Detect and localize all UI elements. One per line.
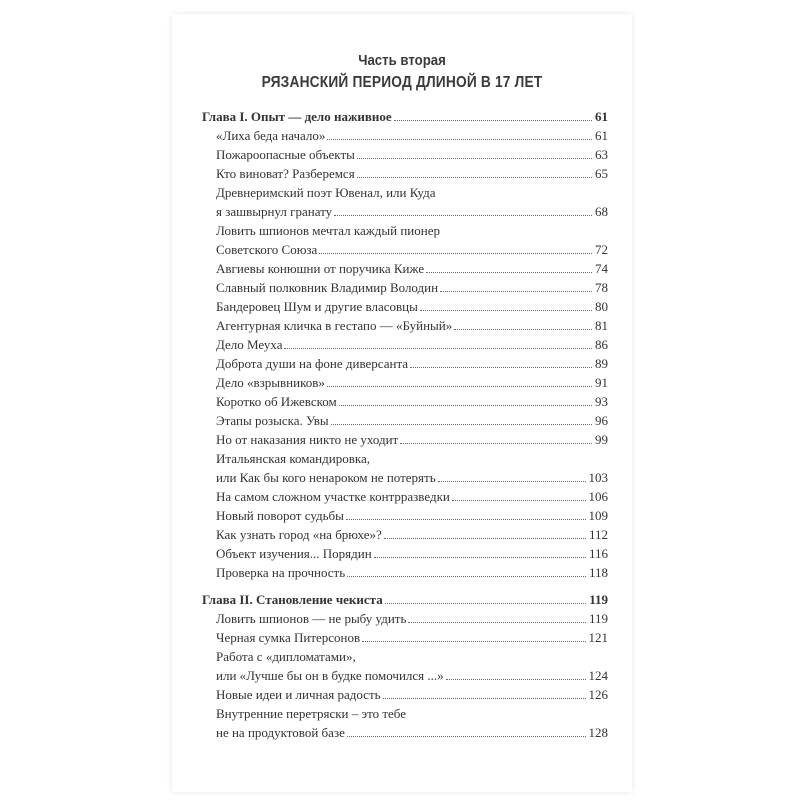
- page-number: 121: [588, 630, 608, 645]
- dot-leader: [347, 576, 586, 577]
- toc-entry-row: [202, 627, 608, 646]
- dot-leader: [426, 272, 592, 273]
- dot-leader: [385, 603, 586, 604]
- entry-title: Работа с «дипломатами»,: [216, 649, 356, 664]
- page-number: 74: [595, 261, 608, 276]
- toc-entry-row: [202, 372, 608, 391]
- toc-entry-row: [202, 505, 608, 524]
- page-number: 96: [595, 413, 608, 428]
- toc-entry-row: [202, 410, 608, 429]
- entry-title: Новый поворот судьбы: [216, 508, 344, 523]
- toc-entry-row: [202, 182, 608, 201]
- toc-chapter-row: [202, 589, 608, 608]
- toc-chapter-row: [202, 106, 608, 125]
- page-number: 99: [595, 432, 608, 447]
- entry-title: Славный полковник Владимир Володин: [216, 280, 439, 295]
- page-number: 103: [588, 470, 608, 485]
- toc-entry-row: [202, 486, 608, 505]
- toc-entry-row: [202, 201, 608, 220]
- toc-entry-row: [202, 448, 608, 467]
- dot-leader: [420, 310, 592, 311]
- entry-title: Новые идеи и личная радость: [216, 687, 381, 702]
- entry-title: Коротко об Ижевском: [216, 394, 337, 409]
- dot-leader: [374, 557, 586, 558]
- dot-leader: [440, 291, 592, 292]
- page-number: 124: [588, 668, 608, 683]
- toc-entry-row: [202, 562, 608, 581]
- page-number: 81: [595, 318, 608, 333]
- entry-title: Внутренние перетряски – это тебе: [216, 706, 406, 721]
- toc-entry-row: [202, 315, 608, 334]
- chapter-title: Глава I. Опыт — дело наживное: [202, 109, 392, 124]
- toc-entry-row: [202, 703, 608, 722]
- entry-title: Советского Союза: [216, 242, 318, 257]
- entry-title: Пожароопасные объекты: [216, 147, 355, 162]
- page-number: 106: [588, 489, 608, 504]
- dot-leader: [331, 424, 592, 425]
- entry-title: Но от наказания никто не уходит: [216, 432, 399, 447]
- page-number: 109: [588, 508, 608, 523]
- toc-entry-row: [202, 334, 608, 353]
- page-number: 68: [595, 204, 608, 219]
- part-label: Часть вторая: [358, 52, 446, 69]
- dot-leader: [446, 679, 586, 680]
- page-number: 89: [595, 356, 608, 371]
- chapter-title: Глава II. Становление чекиста: [202, 592, 383, 607]
- toc-entry-row: [202, 684, 608, 703]
- entry-title: На самом сложном участке контрразведки: [216, 489, 450, 504]
- page-number: 128: [588, 725, 608, 740]
- table-of-contents: [202, 106, 608, 741]
- dot-leader: [284, 348, 592, 349]
- toc-entry-row: [202, 608, 608, 627]
- page-number: 119: [589, 592, 608, 607]
- entry-title: Объект изучения... Порядин: [216, 546, 372, 561]
- toc-entry-row: [202, 353, 608, 372]
- toc-entry-row: [202, 258, 608, 277]
- dot-leader: [400, 443, 592, 444]
- page-number: 112: [588, 527, 608, 542]
- dot-leader: [362, 641, 585, 642]
- dot-leader: [346, 519, 586, 520]
- dot-leader: [334, 215, 592, 216]
- entry-title: Агентурная кличка в гестапо — «Буйный»: [216, 318, 453, 333]
- dot-leader: [357, 177, 592, 178]
- page-number: 119: [588, 611, 608, 626]
- entry-title: не на продуктовой базе: [216, 725, 345, 740]
- toc-entry-row: [202, 163, 608, 182]
- dot-leader: [383, 698, 586, 699]
- page-number: 61: [595, 128, 608, 143]
- toc-entry-row: [202, 125, 608, 144]
- page-number: 93: [595, 394, 608, 409]
- entry-title: Бандеровец Шум и другие власовцы: [216, 299, 418, 314]
- part-title: РЯЗАНСКИЙ ПЕРИОД ДЛИНОЙ В 17 ЛЕТ: [261, 74, 543, 91]
- entry-title: я зашвырнул гранату: [216, 204, 333, 219]
- entry-title: Этапы розыска. Увы: [216, 413, 329, 428]
- toc-entry-row: [202, 296, 608, 315]
- dot-leader: [357, 158, 592, 159]
- dot-leader: [410, 367, 592, 368]
- toc-entry-row: [202, 391, 608, 410]
- entry-title: Кто виноват? Разберемся: [216, 166, 355, 181]
- dot-leader: [438, 481, 586, 482]
- toc-entry-row: [202, 665, 608, 684]
- toc-entry-row: [202, 543, 608, 562]
- toc-entry-row: [202, 646, 608, 665]
- entry-title: Черная сумка Питерсонов: [216, 630, 361, 645]
- dot-leader: [327, 386, 592, 387]
- page-number: 61: [595, 109, 608, 124]
- page-number: 72: [595, 242, 608, 257]
- page-number: 86: [595, 337, 608, 352]
- dot-leader: [319, 253, 592, 254]
- dot-leader: [454, 329, 592, 330]
- toc-entry-row: [202, 722, 608, 741]
- toc-entry-row: [202, 467, 608, 486]
- entry-title: Как узнать город «на брюхе»?: [216, 527, 382, 542]
- entry-title: Ловить шпионов — не рыбу удить: [216, 611, 407, 626]
- entry-title: или «Лучше бы он в будке помочился ...»: [216, 668, 444, 683]
- page-number: 65: [595, 166, 608, 181]
- dot-leader: [408, 622, 586, 623]
- page-number: 116: [588, 546, 608, 561]
- toc-entry-row: [202, 239, 608, 258]
- entry-title: Дело «взрывников»: [216, 375, 325, 390]
- page-number: 118: [588, 565, 608, 580]
- toc-entry-row: [202, 524, 608, 543]
- entry-title: или Как бы кого ненароком не потерять: [216, 470, 436, 485]
- entry-title: Авгиевы конюшни от поручика Киже: [216, 261, 425, 276]
- book-page: [172, 14, 632, 792]
- dot-leader: [394, 120, 592, 121]
- entry-title: Проверка на прочность: [216, 565, 346, 580]
- page-number: 78: [595, 280, 608, 295]
- dot-leader: [384, 538, 586, 539]
- dot-leader: [452, 500, 586, 501]
- page-number: 91: [595, 375, 608, 390]
- entry-title: «Лиха беда начало»: [216, 128, 326, 143]
- toc-entry-row: [202, 144, 608, 163]
- entry-title: Итальянская командировка,: [216, 451, 370, 466]
- page-number: 80: [595, 299, 608, 314]
- page-number: 126: [588, 687, 608, 702]
- entry-title: Ловить шпионов мечтал каждый пионер: [216, 223, 440, 238]
- dot-leader: [347, 736, 586, 737]
- entry-title: Доброта души на фоне диверсанта: [216, 356, 409, 371]
- dot-leader: [339, 405, 592, 406]
- page-number: 63: [595, 147, 608, 162]
- toc-entry-row: [202, 220, 608, 239]
- entry-title: Древнеримский поэт Ювенал, или Куда: [216, 185, 436, 200]
- toc-entry-row: [202, 277, 608, 296]
- toc-entry-row: [202, 429, 608, 448]
- entry-title: Дело Меуха: [216, 337, 283, 352]
- dot-leader: [327, 139, 592, 140]
